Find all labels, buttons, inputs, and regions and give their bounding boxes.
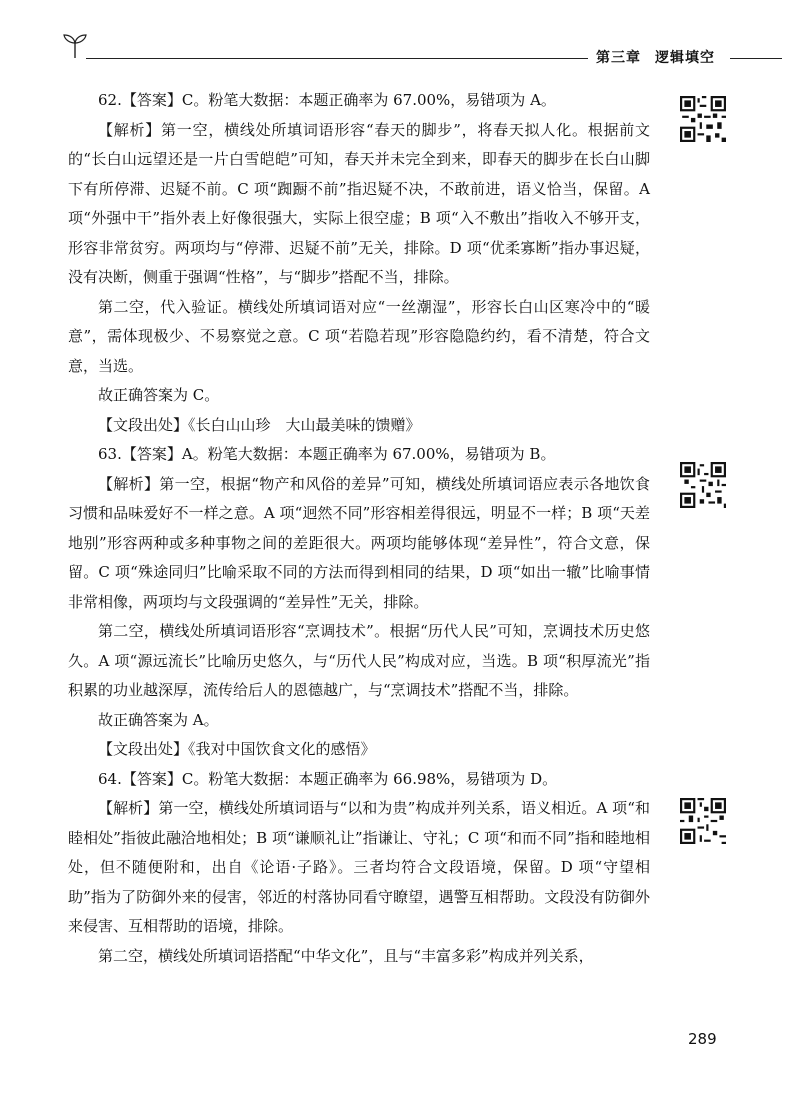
answer-line: 62.【答案】C。粉笔大数据：本题正确率为 67.00%，易错项为 A。 (98, 91, 556, 109)
source-line: 【文段出处】《我对中国饮食文化的感悟》 (98, 740, 376, 758)
analysis-para: 第二空，代入验证。横线处所填词语对应“一丝潮湿”，形容长白山区寒冷中的“暖意”，需体现极少、不易察觉之意。C 项“若隐若现”形容隐隐约约，看不清楚，符合文意，当选。 (68, 297, 650, 375)
header-rule-right (730, 58, 782, 59)
answer-line: 64.【答案】C。粉笔大数据：本题正确率为 66.98%，易错项为 D。 (98, 769, 558, 788)
qr-code-icon[interactable] (680, 798, 726, 844)
conclusion-line: 故正确答案为 A。 (98, 710, 219, 729)
analysis-para: 【解析】第一空，横线处所填词语与“以和为贵”构成并列关系，语义相近。A 项“和睦相处”指彼此融洽地相处；B 项“谦顺礼让”指谦让、守礼；C 项“和而不同”指和睦地相处，但不随便附和，出自《论语·子路》。三者均符合文段语境，保留。D 项“守望相助”指为了防御外来的侵害，邻近的村落协同看守瞭望，遇警互相帮助。文段没有防御外来侵害、互相帮助的语境，排除。 (68, 799, 650, 935)
page-body (68, 86, 650, 971)
qr-code-icon[interactable] (680, 96, 726, 142)
chapter-number: 第三章 (596, 50, 641, 66)
answer-line: 63.【答案】A。粉笔大数据：本题正确率为 67.00%，易错项为 B。 (98, 445, 556, 463)
page-header (0, 0, 800, 80)
analysis-para: 第二空，横线处所填词语搭配“中华文化”，且与“丰富多彩”构成并列关系， (98, 946, 594, 965)
analysis-para: 第二空，横线处所填词语形容“烹调技术”。根据“历代人民”可知，烹调技术历史悠久。A 项“源远流长”比喻历史悠久，与“历代人民”构成对应，当选。B 项“积厚流光”指积累的功业越深厚，流传给后人的恩德越广，与“烹调技术”搭配不当，排除。 (68, 622, 650, 699)
chapter-topic: 逻辑填空 (655, 50, 715, 66)
sprout-icon (62, 32, 88, 58)
qr-code-icon[interactable] (680, 462, 726, 508)
analysis-para: 【解析】第一空，横线处所填词语形容“春天的脚步”，将春天拟人化。根据前文的“长白山远望还是一片白雪皑皑”可知，春天并未完全到来，即春天的脚步在长白山脚下有所停滞、迟疑不前。C 项“踟蹰不前”指迟疑不决，不敢前进，语义恰当，保留。A 项“外强中干”指外表上好像很强大，实际上很空虚；B 项“入不敷出”指收入不够开支，形容非常贫穷。两项均与“停滞、迟疑不前”无关，排除。D 项“优柔寡断”指办事迟疑，没有决断，侧重于强调“性格”，与“脚步”搭配不当，排除。 (68, 120, 650, 286)
conclusion-line: 故正确答案为 C。 (98, 386, 220, 404)
analysis-para: 【解析】第一空，根据“物产和风俗的差异”可知，横线处所填词语应表示各地饮食习惯和品味爱好不一样之意。A 项“迥然不同”形容相差得很远，明显不一样；B 项“天差地别”形容两种或多种事物之间的差距很大。两项均能够体现“差异性”，符合文意，保留。C 项“殊途同归”比喻采取不同的方法而得到相同的结果，D 项“如出一辙”比喻事情非常相像，两项均与文段强调的“差异性”无关，排除。 (68, 474, 650, 611)
chapter-title (596, 47, 729, 67)
header-rule (86, 58, 588, 59)
source-line: 【文段出处】《长白山山珍 大山最美味的馈赠》 (98, 415, 421, 434)
page-number: 289 (688, 1030, 717, 1048)
